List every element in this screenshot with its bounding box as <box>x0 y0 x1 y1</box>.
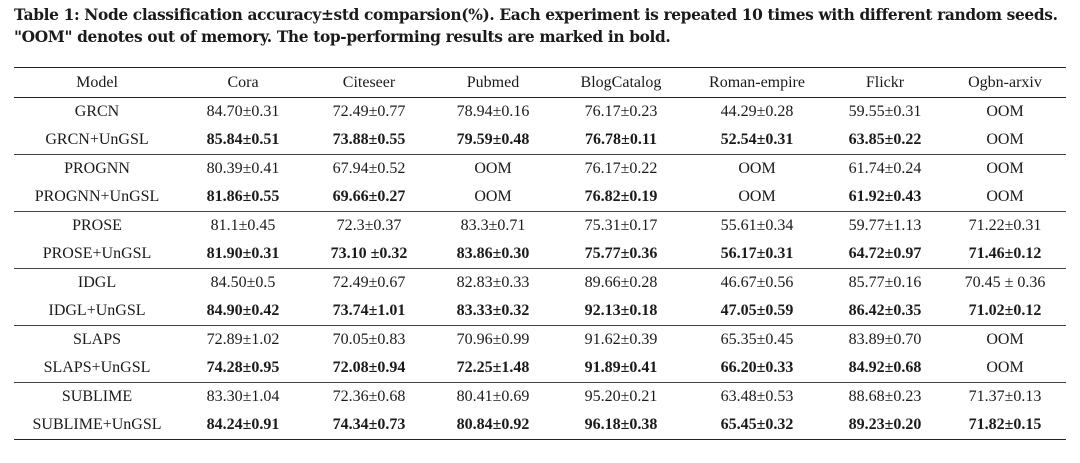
table-cell: 65.45±0.32 <box>688 411 826 440</box>
model-name-cell: SUBLIME+UnGSL <box>14 411 180 440</box>
model-name-cell: IDGL+UnGSL <box>48 302 146 319</box>
model-group <box>14 98 1066 155</box>
model-group <box>14 383 1066 440</box>
table-cell: 91.62±0.39 <box>554 326 688 355</box>
model-name-cell: SLAPS <box>14 326 180 355</box>
table-cell: 73.10 ±0.32 <box>330 245 408 262</box>
caption-line-1: Table 1: Node classification accuracy±std comparsion(%). Each experiment is repeated 10 times with different random seeds. <box>14 6 1058 24</box>
results-table <box>14 67 1066 440</box>
table-cell: 89.66±0.28 <box>554 269 688 298</box>
table-cell: 63.48±0.53 <box>688 383 826 412</box>
table-cell: 72.49±0.77 <box>332 103 406 120</box>
model-name-cell: IDGL <box>14 269 180 298</box>
table-cell: 75.31±0.17 <box>554 212 688 241</box>
table-cell: 83.86±0.30 <box>456 245 530 262</box>
table-cell: 72.3±0.37 <box>306 212 432 241</box>
table-cell: 72.25±1.48 <box>456 359 530 376</box>
table-cell: OOM <box>986 359 1024 376</box>
model-name-cell: PROGNN <box>14 155 180 184</box>
column-header-cora: Cora <box>180 68 306 98</box>
table-cell: 72.36±0.68 <box>306 383 432 412</box>
column-header-flickr: Flickr <box>826 68 944 98</box>
table-row-ungsl <box>14 297 1066 326</box>
model-group <box>14 212 1066 269</box>
table-row-baseline <box>14 269 1066 298</box>
table-cell: 85.84±0.51 <box>206 131 280 148</box>
model-name-cell: PROSE <box>14 212 180 241</box>
table-cell: 76.82±0.19 <box>584 188 658 205</box>
header-row <box>14 68 1066 98</box>
table-cell: 73.74±1.01 <box>332 302 406 319</box>
table-cell: 44.29±0.28 <box>720 103 794 120</box>
table-cell: OOM <box>986 188 1024 205</box>
table-cell: 56.17±0.31 <box>720 245 794 262</box>
table-cell: 66.20±0.33 <box>720 359 794 376</box>
table-cell: 72.89±1.02 <box>180 326 306 355</box>
model-name-cell: GRCN+UnGSL <box>45 131 149 148</box>
table-cell: 59.77±1.13 <box>826 212 944 241</box>
table-cell: 84.70±0.31 <box>206 103 280 120</box>
table-cell: 78.94±0.16 <box>456 103 530 120</box>
table-cell: 81.90±0.31 <box>206 245 280 262</box>
table-cell: 80.39±0.41 <box>180 155 306 184</box>
model-name-cell: SUBLIME <box>14 383 180 412</box>
table-cell: 65.35±0.45 <box>688 326 826 355</box>
table-cell: 89.23±0.20 <box>826 411 944 440</box>
table-cell: 70.96±0.99 <box>432 326 554 355</box>
table-row-baseline <box>14 212 1066 241</box>
table-cell: 92.13±0.18 <box>584 302 658 319</box>
column-header-citeseer: Citeseer <box>306 68 432 98</box>
table-cell: 71.02±0.12 <box>968 302 1042 319</box>
table-cell: 83.30±1.04 <box>180 383 306 412</box>
table-cell: 64.72±0.97 <box>848 245 922 262</box>
table-cell: 84.24±0.91 <box>180 411 306 440</box>
table-row-ungsl <box>14 411 1066 440</box>
table-cell: 73.88±0.55 <box>332 131 406 148</box>
table-cell: 70.45 ± 0.36 <box>944 269 1066 298</box>
table-cell: 80.84±0.92 <box>432 411 554 440</box>
model-group <box>14 269 1066 326</box>
table-cell: 81.1±0.45 <box>180 212 306 241</box>
table-cell: 74.28±0.95 <box>206 359 280 376</box>
table-cell: 74.34±0.73 <box>306 411 432 440</box>
table-cell: 80.41±0.69 <box>432 383 554 412</box>
table-cell: 83.3±0.71 <box>432 212 554 241</box>
column-header-blogcatalog: BlogCatalog <box>554 68 688 98</box>
model-group <box>14 155 1066 212</box>
table-cell: 71.37±0.13 <box>944 383 1066 412</box>
table-cell: 76.17±0.22 <box>554 155 688 184</box>
table-cell: 71.82±0.15 <box>944 411 1066 440</box>
table-row-ungsl <box>14 354 1066 383</box>
table-cell: 61.74±0.24 <box>826 155 944 184</box>
model-name-cell: PROSE+UnGSL <box>42 245 152 262</box>
table-cell: 88.68±0.23 <box>826 383 944 412</box>
column-header-model: Model <box>14 68 180 98</box>
table-cell: 67.94±0.52 <box>306 155 432 184</box>
table-cell: OOM <box>474 188 512 205</box>
model-name-cell: PROGNN+UnGSL <box>34 188 160 205</box>
table-cell: OOM <box>944 326 1066 355</box>
table-cell: 85.77±0.16 <box>826 269 944 298</box>
table-cell: 59.55±0.31 <box>848 103 922 120</box>
table-cell: 95.20±0.21 <box>554 383 688 412</box>
table-row-baseline <box>14 155 1066 184</box>
table-cell: 82.83±0.33 <box>432 269 554 298</box>
table-cell: OOM <box>944 155 1066 184</box>
table-cell: 71.46±0.12 <box>968 245 1042 262</box>
table-cell: 96.18±0.38 <box>554 411 688 440</box>
column-header-ogbn-arxiv: Ogbn-arxiv <box>944 68 1066 98</box>
table-cell: OOM <box>688 155 826 184</box>
table-cell: 91.89±0.41 <box>584 359 658 376</box>
table-row-baseline <box>14 326 1066 355</box>
table-cell: 61.92±0.43 <box>848 188 922 205</box>
table-cell: 75.77±0.36 <box>584 245 658 262</box>
table-cell: 83.89±0.70 <box>826 326 944 355</box>
table-cell: OOM <box>986 103 1024 120</box>
table-caption <box>14 4 1076 48</box>
table-cell: 70.05±0.83 <box>306 326 432 355</box>
table-cell: 79.59±0.48 <box>456 131 530 148</box>
table-cell: 46.67±0.56 <box>688 269 826 298</box>
table-row-ungsl <box>14 240 1066 269</box>
table-row-baseline <box>14 383 1066 412</box>
table-cell: 52.54±0.31 <box>720 131 794 148</box>
table-cell: 84.92±0.68 <box>848 359 922 376</box>
column-header-pubmed: Pubmed <box>432 68 554 98</box>
table-cell: 76.78±0.11 <box>585 131 657 148</box>
table-cell: 55.61±0.34 <box>688 212 826 241</box>
table-cell: 83.33±0.32 <box>456 302 530 319</box>
table-cell: 84.50±0.5 <box>180 269 306 298</box>
model-name-cell: GRCN <box>74 103 120 120</box>
table-cell: 84.90±0.42 <box>206 302 280 319</box>
table-cell: OOM <box>986 131 1024 148</box>
table-cell: 47.05±0.59 <box>720 302 794 319</box>
table-cell: 72.08±0.94 <box>332 359 406 376</box>
table-cell: 69.66±0.27 <box>332 188 406 205</box>
table-cell: OOM <box>738 188 776 205</box>
table-cell: 63.85±0.22 <box>848 131 922 148</box>
table-cell: OOM <box>432 155 554 184</box>
table-cell: 81.86±0.55 <box>206 188 280 205</box>
caption-line-2: "OOM" denotes out of memory. The top-performing results are marked in bold. <box>14 28 671 46</box>
table-row-ungsl <box>14 126 1066 155</box>
table-cell: 72.49±0.67 <box>306 269 432 298</box>
table-row-baseline <box>14 98 1066 127</box>
table-cell: 86.42±0.35 <box>848 302 922 319</box>
table-row-ungsl <box>14 183 1066 212</box>
table-cell: 71.22±0.31 <box>944 212 1066 241</box>
model-group <box>14 326 1066 383</box>
table-cell: 76.17±0.23 <box>584 103 658 120</box>
model-name-cell: SLAPS+UnGSL <box>43 359 151 376</box>
column-header-roman-empire: Roman-empire <box>688 68 826 98</box>
